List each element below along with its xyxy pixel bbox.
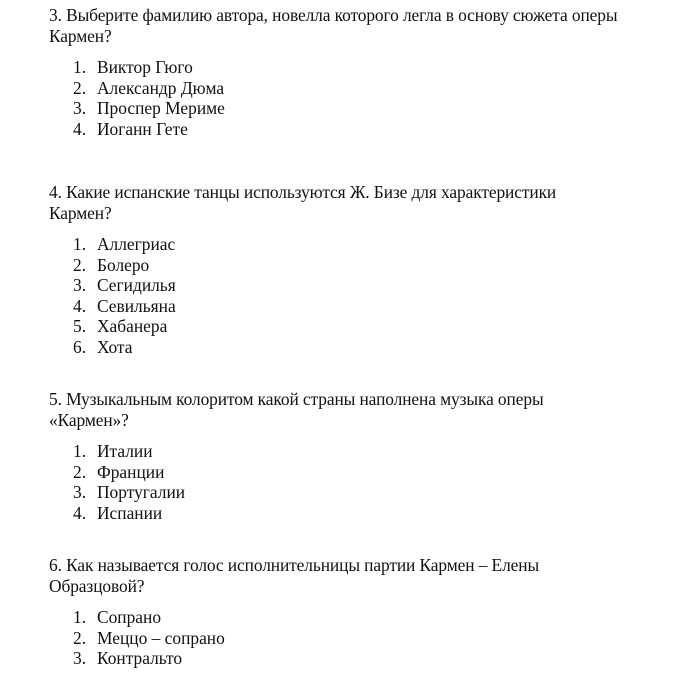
option-number: 3.	[73, 648, 87, 668]
option-number: 2.	[73, 461, 87, 482]
option-number: 2.	[73, 77, 87, 98]
question-block	[49, 555, 649, 669]
option-label: Италии	[97, 441, 153, 461]
answer-options	[49, 607, 649, 669]
answer-options	[49, 441, 649, 523]
option-label: Аллегриас	[97, 234, 176, 254]
question-block	[49, 5, 649, 139]
answer-option	[49, 296, 649, 317]
option-number: 1.	[73, 57, 87, 77]
answer-option	[49, 98, 649, 119]
answer-option	[49, 482, 649, 503]
option-label: Иоганн Гете	[97, 118, 188, 139]
option-label: Контральто	[97, 648, 183, 668]
answer-option	[49, 119, 649, 140]
answer-option	[49, 462, 649, 483]
option-label: Сегидилья	[97, 275, 176, 295]
option-label: Сопрано	[97, 607, 162, 627]
question-text: 3. Выберите фамилию автора, новелла которого легла в основу сюжета оперы Кармен?	[49, 5, 618, 46]
option-number: 3.	[73, 275, 87, 295]
option-number: 4.	[73, 502, 87, 523]
answer-option	[49, 607, 649, 628]
answer-option	[49, 255, 649, 276]
option-number: 5.	[73, 316, 87, 336]
option-label: Севильяна	[97, 295, 176, 316]
option-number: 3.	[73, 482, 87, 502]
option-label: Виктор Гюго	[97, 57, 193, 77]
answer-options	[49, 57, 649, 139]
option-number: 3.	[73, 98, 87, 118]
option-number: 4.	[73, 118, 87, 139]
option-number: 6.	[73, 336, 87, 357]
option-label: Александр Дюма	[97, 77, 225, 98]
question-block	[49, 182, 649, 357]
option-label: Хота	[97, 336, 133, 357]
option-number: 4.	[73, 295, 87, 316]
question-text: 5. Музыкальным колоритом какой страны наполнена музыка оперы «Кармен»?	[49, 389, 544, 430]
option-label: Испании	[97, 502, 163, 523]
option-number: 2.	[73, 254, 87, 275]
option-number: 1.	[73, 234, 87, 254]
answer-option	[49, 441, 649, 462]
question-text: 6. Как называется голос исполнительницы партии Кармен – Елены Образцовой?	[49, 555, 540, 596]
answer-option	[49, 275, 649, 296]
answer-option	[49, 628, 649, 649]
answer-option	[49, 503, 649, 524]
option-label: Меццо – сопрано	[97, 627, 225, 648]
answer-option	[49, 316, 649, 337]
option-number: 1.	[73, 441, 87, 461]
option-label: Португалии	[97, 482, 186, 502]
answer-option	[49, 234, 649, 255]
answer-options	[49, 234, 649, 357]
answer-option	[49, 648, 649, 669]
option-label: Проспер Мериме	[97, 98, 225, 118]
question-text: 4. Какие испанские танцы используются Ж. Бизе для характеристики Кармен?	[49, 182, 557, 223]
option-label: Болеро	[97, 254, 150, 275]
option-number: 2.	[73, 627, 87, 648]
option-number: 1.	[73, 607, 87, 627]
answer-option	[49, 57, 649, 78]
option-label: Хабанера	[97, 316, 168, 336]
answer-option	[49, 78, 649, 99]
option-label: Франции	[97, 461, 165, 482]
answer-option	[49, 337, 649, 358]
question-block	[49, 389, 649, 523]
